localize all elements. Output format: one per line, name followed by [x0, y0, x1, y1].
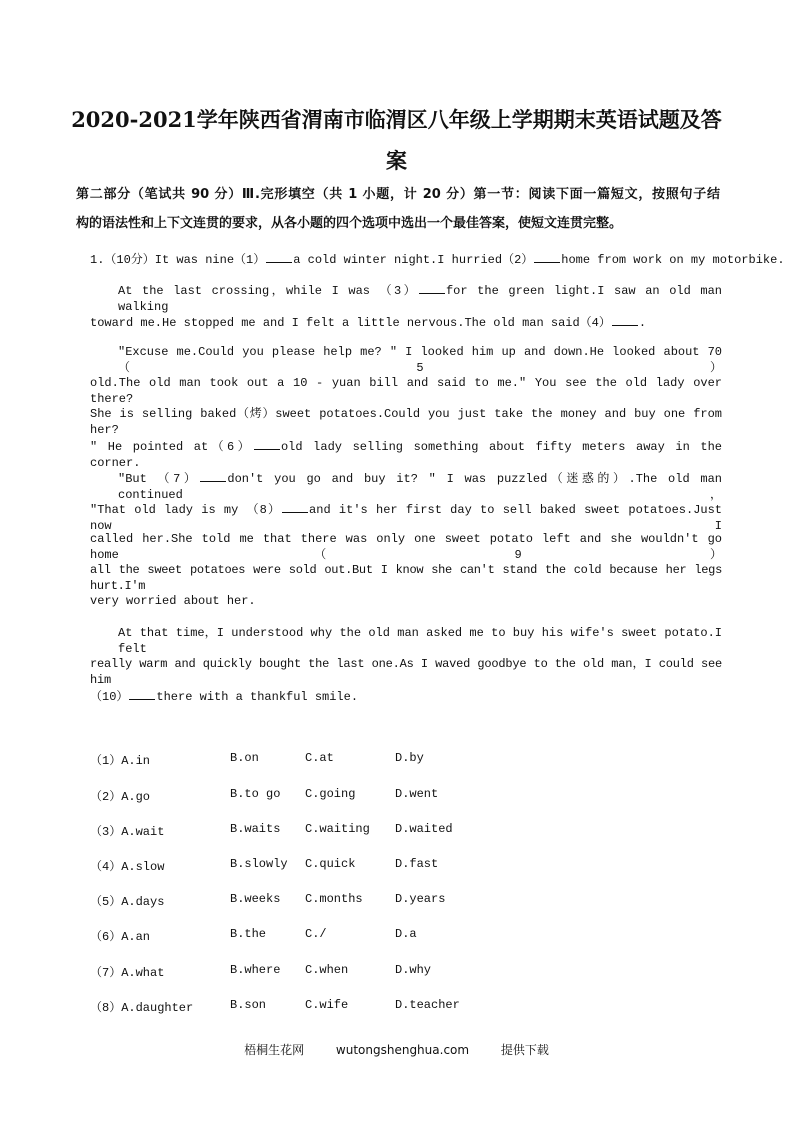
option-6-B: B.the [230, 927, 267, 941]
option-7-B: B.where [230, 963, 281, 977]
text: and it's her first day to sell baked sweet potatoes.Just now I [90, 503, 722, 533]
passage-line [90, 250, 785, 268]
option-1-A: （1）A.in [90, 754, 151, 768]
option-4-B: B.slowly [230, 857, 288, 871]
option-5-A: （5）A.days [90, 895, 165, 909]
text: toward me.He stopped me and I felt a little nervous.The old man said（4） [90, 316, 611, 330]
text: "But （7） [118, 472, 200, 486]
option-1-C: C.at [305, 751, 334, 765]
option-1-D: D.by [395, 751, 424, 765]
option-6-A: （6）A.an [90, 930, 151, 944]
option-5-D: D.years [395, 892, 446, 906]
option-3-A: （3）A.wait [90, 825, 165, 839]
passage-line [90, 437, 722, 471]
blank-2 [534, 250, 560, 263]
passage-line: "Excuse me.Could you please help me? " I looked him up and down.He looked about 70（5） [118, 345, 722, 375]
option-2-C: C.going [305, 787, 356, 801]
text: 1.（10分）It was nine（1） [90, 253, 266, 267]
option-7-A: （7）A.what [90, 966, 165, 980]
option-2-B: B.to go [230, 787, 281, 801]
text: . [638, 316, 647, 330]
passage-line: She is selling baked（烤）sweet potatoes.Could you just take the money and buy one from her? [90, 407, 722, 437]
text: （10） [90, 690, 129, 704]
blank-4 [612, 313, 638, 326]
blank-3 [419, 281, 445, 294]
passage-line [90, 687, 722, 705]
option-1-B: B.on [230, 751, 259, 765]
blank-6 [254, 437, 280, 450]
blank-8 [282, 500, 308, 513]
text: " He pointed at（6） [90, 440, 253, 454]
option-4-D: D.fast [395, 857, 439, 871]
text: "That old lady is my （8） [90, 503, 282, 517]
text: At the last crossing，while I was （3） [118, 284, 418, 298]
passage-line [118, 469, 722, 503]
option-8-B: B.son [230, 998, 267, 1012]
section-instructions-cont: 构的语法性和上下文连贯的要求，从各小题的四个选项中选出一个最佳答案，使短文连贯完整。 [76, 216, 623, 231]
text: there with a thankful smile. [156, 690, 359, 704]
option-4-A: （4）A.slow [90, 860, 165, 874]
option-2-A: （2）A.go [90, 790, 151, 804]
text: for the green light.I saw an old man walking [118, 284, 722, 314]
passage-line: old.The old man took out a 10 - yuan bill and said to me." You see the old lady over there? [90, 376, 722, 406]
blank-7 [200, 469, 226, 482]
option-7-D: D.why [395, 963, 432, 977]
blank-1 [266, 250, 292, 263]
document-title: 2020-2021学年陕西省渭南市临渭区八年级上学期期末英语试题及答 [71, 107, 722, 132]
text: don't you go and buy it? " I was puzzled（迷惑的）.The old man continued， [118, 472, 722, 502]
passage-line: really warm and quickly bought the last one.As I waved goodbye to the old man，I could see him [90, 657, 722, 687]
option-7-C: C.when [305, 963, 349, 977]
passage-line: called her.She told me that there was only one sweet potato left and she wouldn't go home （9） [90, 532, 722, 562]
footer-note: 提供下载 [500, 1043, 549, 1057]
option-8-C: C.wife [305, 998, 349, 1012]
footer-domain: wutongshenghua.com [335, 1043, 470, 1057]
option-8-D: D.teacher [395, 998, 460, 1012]
footer-site-name: 梧桐生花网 [244, 1043, 305, 1057]
option-3-C: C.waiting [305, 822, 370, 836]
option-2-D: D.went [395, 787, 439, 801]
text: old lady selling something about fifty meters away in the corner. [90, 440, 722, 470]
option-5-C: C.months [305, 892, 363, 906]
passage-line [90, 313, 722, 331]
section-instructions: 第二部分（笔试共 90 分）Ⅲ.完形填空（共 1 小题，计 20 分）第一节：阅读下面一篇短文，按照句子结 [76, 187, 720, 202]
option-5-B: B.weeks [230, 892, 281, 906]
passage-line: all the sweet potatoes were sold out.But I know she can't stand the cold because her legs hurt.I'm [90, 563, 722, 593]
text: home from work on my motorbike. [561, 253, 785, 267]
blank-10 [129, 687, 155, 700]
option-6-D: D.a [395, 927, 417, 941]
passage-line: At that time，I understood why the old man asked me to buy his wife's sweet potato.I felt [118, 626, 722, 656]
passage-line [90, 500, 722, 534]
passage-line [118, 281, 722, 315]
document-title-cont: 案 [386, 148, 407, 173]
footer [0, 1041, 793, 1058]
option-6-C: C./ [305, 927, 327, 941]
option-4-C: C.quick [305, 857, 356, 871]
option-3-D: D.waited [395, 822, 453, 836]
text: a cold winter night.I hurried（2） [293, 253, 534, 267]
passage-line: very worried about her. [90, 594, 256, 608]
option-3-B: B.waits [230, 822, 281, 836]
option-8-A: （8）A.daughter [90, 1001, 194, 1015]
